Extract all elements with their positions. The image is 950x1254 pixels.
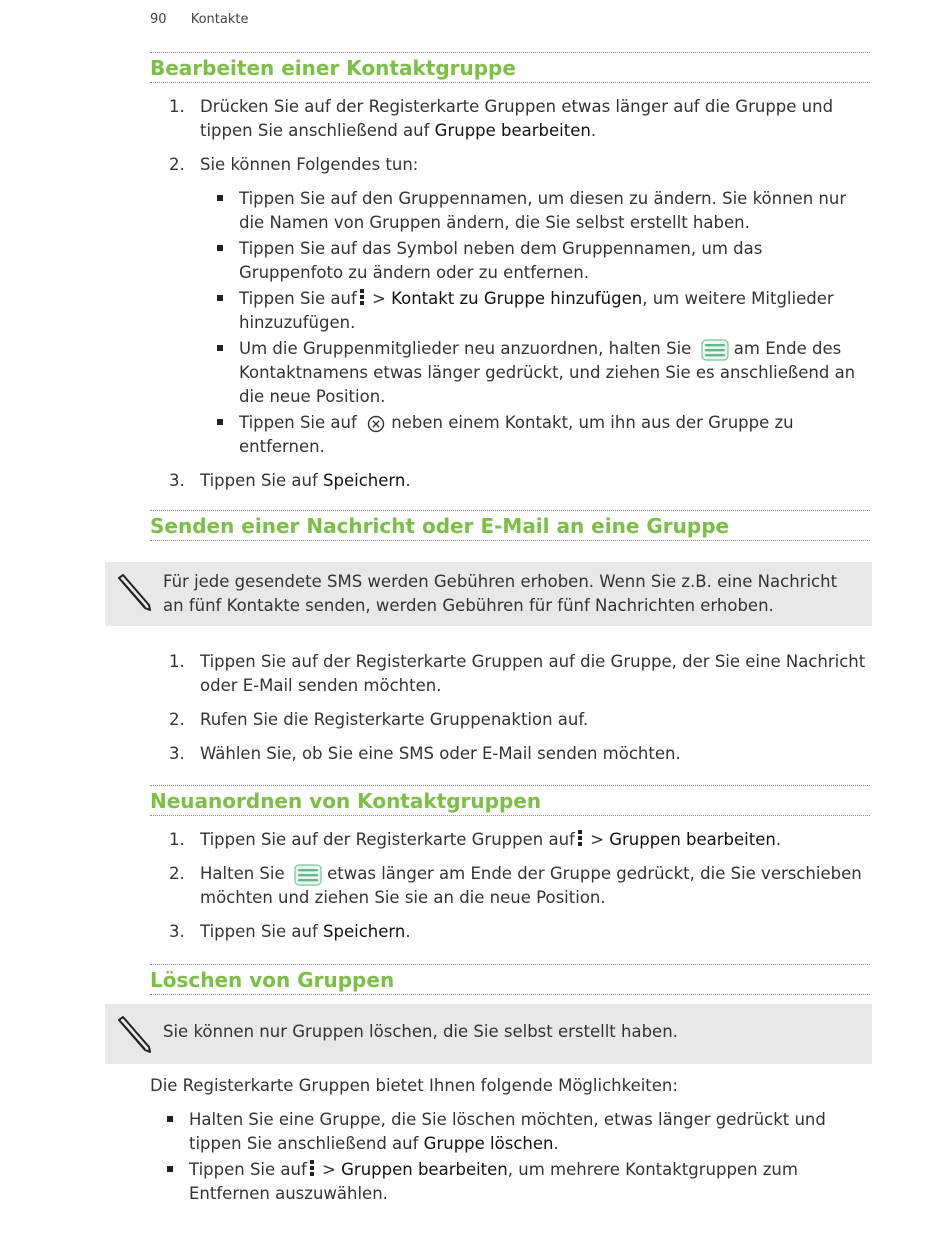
section-heading: Senden einer Nachricht oder E-Mail an eine Gruppe [150,510,870,541]
running-header [150,8,248,32]
step-number: 3. [169,471,185,490]
separator-text: > [584,830,610,849]
bullet-item [200,411,870,459]
step-item [150,742,870,766]
bullet-item [150,1158,870,1206]
step-number: 2. [169,710,185,729]
step-number: 3. [169,744,185,763]
section-heading: Neuanordnen von Kontaktgruppen [150,785,870,816]
bullet-list [150,1108,870,1206]
step-text: Tippen Sie auf [200,471,324,490]
note-text: Sie können nur Gruppen löschen, die Sie selbst erstellt haben. [163,1022,678,1041]
bullet-text: Tippen Sie auf das Symbol neben dem Gruppennamen, um das Gruppenfoto zu ändern oder zu entfernen. [239,239,763,282]
step-item [150,95,870,143]
section-send-message [150,510,870,541]
step-text: Wählen Sie, ob Sie eine SMS oder E-Mail senden möchten. [200,744,681,763]
step-item [150,708,870,732]
section-delete-groups [150,964,870,995]
steps-list [150,828,870,944]
bullet-item [150,1108,870,1156]
bullet-item [200,237,870,285]
bullet-icon [217,345,223,351]
step-item [150,650,870,698]
ui-term: Gruppen bearbeiten [609,830,776,849]
section-delete-options [150,1108,870,1208]
step-text-end: . [405,471,411,490]
remove-circle-icon [366,414,386,434]
bullet-text: Tippen Sie auf [239,289,357,308]
bullet-text: Tippen Sie auf [239,413,357,432]
steps-list [150,650,870,766]
ui-term: Gruppe löschen [423,1134,554,1153]
page-number: 90 [150,12,167,27]
step-item [150,828,870,852]
bullet-text: Um die Gruppenmitglieder neu anzuordnen, halten Sie [239,339,692,358]
bullet-text-end: am Ende des Kontaktnamens etwas länger gedrückt, und ziehen Sie es anschließend an die neue Position. [239,339,856,406]
step-number: 1. [169,97,185,116]
step-item [150,920,870,944]
steps-list [150,95,870,493]
step-text: Tippen Sie auf der Registerkarte Gruppen auf die Gruppe, der Sie eine Nachricht oder E-Mail senden möchten. [200,652,866,695]
section-heading: Bearbeiten einer Kontaktgruppe [150,52,870,83]
step-text: Rufen Sie die Registerkarte Gruppenaktion auf. [200,710,589,729]
step-text-end: . [590,121,597,140]
bullet-item [200,287,870,335]
step-number: 2. [169,864,185,883]
bullet-icon [217,419,223,425]
bullet-text: Tippen Sie auf den Gruppennamen, um diesen zu ändern. Sie können nur die Namen von Gruppen ändern, die Sie selbst erstellt haben. [239,189,847,232]
step-text: Tippen Sie auf [200,922,324,941]
step-text-end: . [775,830,782,849]
step-number: 1. [169,652,185,671]
note-text: Für jede gesendete SMS werden Gebühren erhoben. Wenn Sie z.B. eine Nachricht an fünf Kontakte senden, werden Gebühren für fünf Nachrichten erhoben. [163,572,838,615]
bullet-item [200,187,870,235]
separator-text: > [366,289,392,308]
ui-term: Kontakt zu Gruppe hinzufügen [391,289,643,308]
bullet-icon [217,245,223,251]
bullet-icon [167,1116,173,1122]
bullet-text-end: neben einem Kontakt, um ihn aus der Gruppe zu entfernen. [239,413,794,456]
step-text: Sie können Folgendes tun: [200,155,419,174]
section-edit-group [150,52,870,503]
bullet-icon [217,195,223,201]
step-item [150,469,870,493]
step-item [150,862,870,910]
step-text-end: etwas länger am Ende der Gruppe gedrückt, die Sie verschieben möchten und ziehen Sie sie an die neue Position. [200,864,862,907]
pencil-icon [113,1014,153,1054]
step-item [150,153,870,459]
step-text: Tippen Sie auf der Registerkarte Gruppen auf [200,830,575,849]
more-menu-icon [360,289,364,307]
bullet-text-end: . [553,1134,559,1153]
pencil-icon [113,572,153,612]
note-box [105,562,872,626]
more-menu-icon [310,1160,314,1178]
bullet-text: Halten Sie eine Gruppe, die Sie löschen möchten, etwas länger gedrückt und tippen Sie anschließend auf [189,1110,826,1153]
bullet-icon [217,295,223,301]
chapter-title: Kontakte [190,12,249,27]
step-text-end: . [405,922,411,941]
step-number: 1. [169,830,185,849]
more-menu-icon [578,830,582,848]
section-reorder-groups [150,785,870,954]
step-number: 2. [169,155,185,174]
bullet-list [200,187,870,459]
bullet-text: Tippen Sie auf [189,1160,307,1179]
section-heading: Löschen von Gruppen [150,964,870,995]
bullet-item [200,337,870,409]
drag-handle-icon [701,339,729,361]
section-send-steps [150,650,870,776]
drag-handle-icon [294,864,322,886]
separator-text: > [316,1160,342,1179]
intro-paragraph: Die Registerkarte Gruppen bietet Ihnen folgende Möglichkeiten: [150,1076,678,1095]
ui-term: Speichern [323,471,406,490]
ui-term: Speichern [323,922,406,941]
ui-term: Gruppen bearbeiten [341,1160,508,1179]
note-box [105,1004,872,1064]
bullet-text-end: , um mehrere Kontaktgruppen zum Entfernen auszuwählen. [189,1160,798,1203]
ui-term: Gruppe bearbeiten [434,121,591,140]
step-text: Halten Sie [200,864,285,883]
step-text: Drücken Sie auf der Registerkarte Gruppen etwas länger auf die Gruppe und tippen Sie anschließend auf [200,97,834,140]
bullet-text-end: , um weitere Mitglieder hinzuzufügen. [239,289,834,332]
bullet-icon [167,1166,173,1172]
step-number: 3. [169,922,185,941]
